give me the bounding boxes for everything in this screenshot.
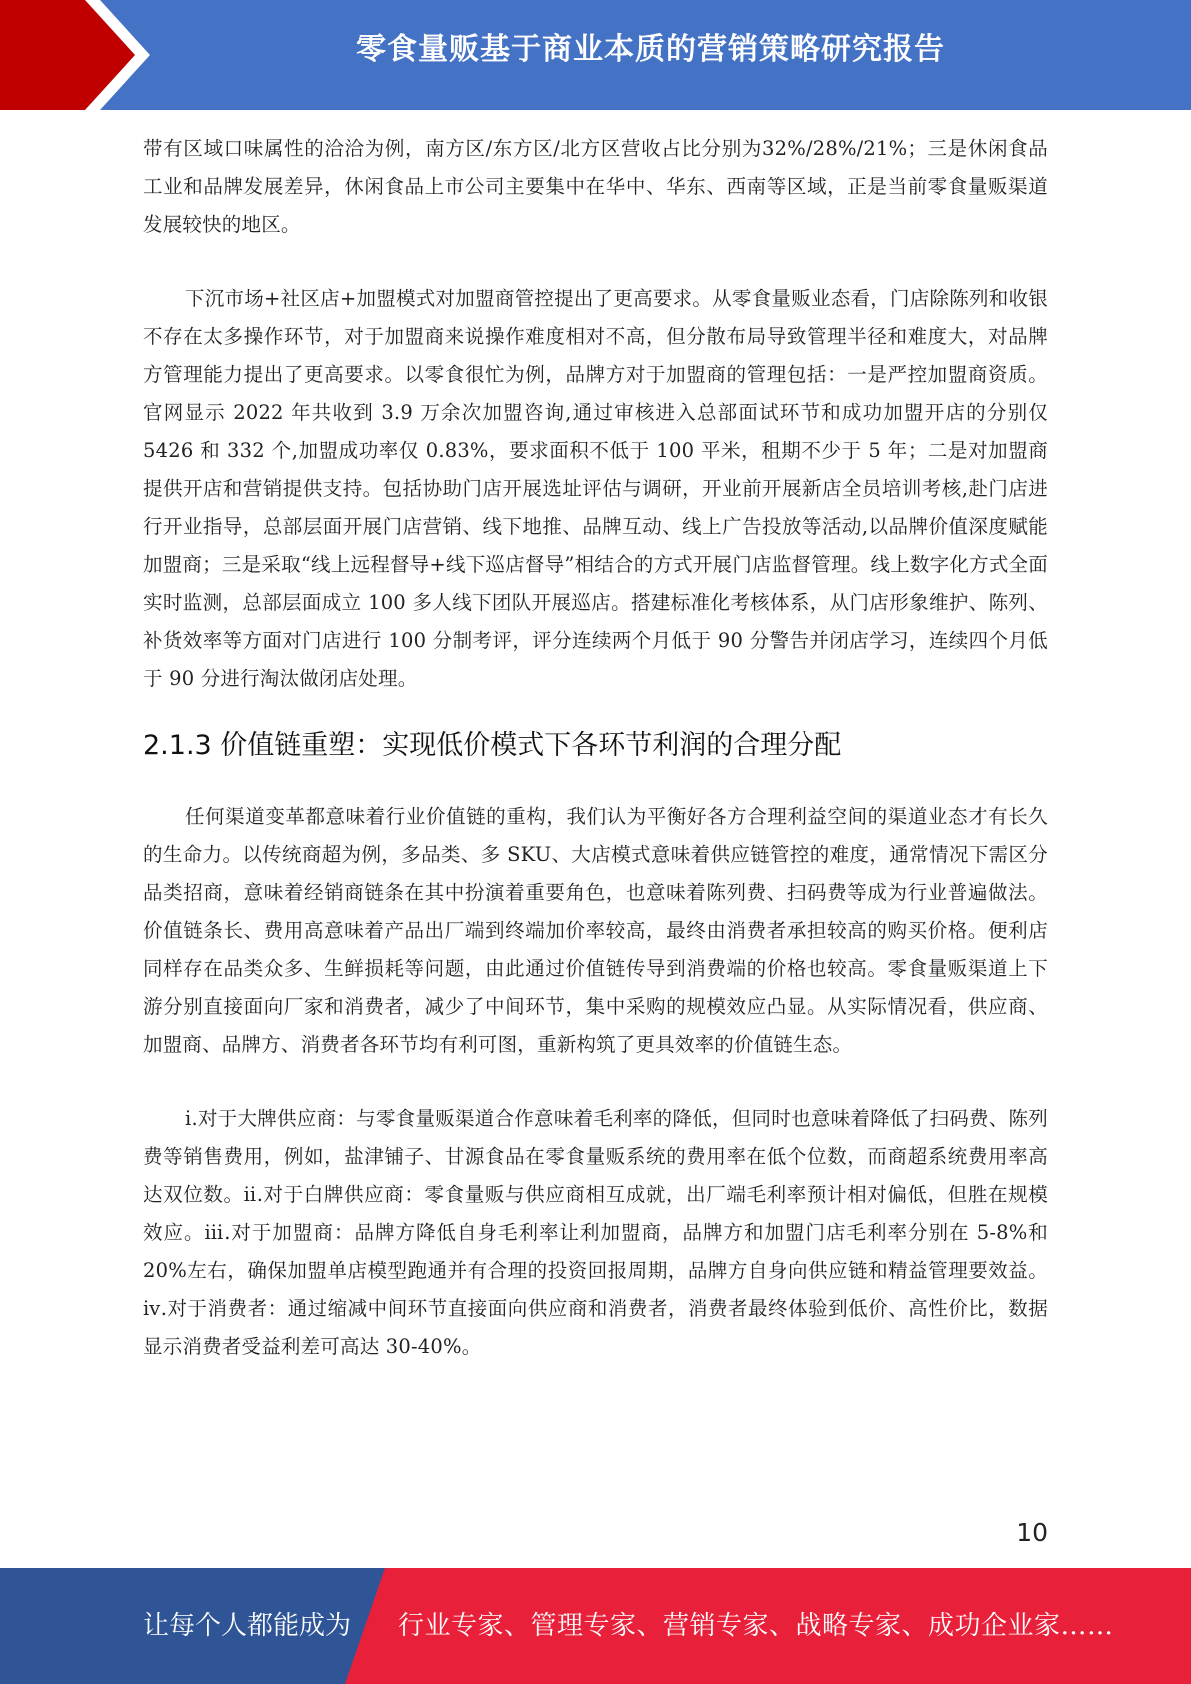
paragraph-3: 任何渠道变革都意味着行业价值链的重构，我们认为平衡好各方合理利益空间的渠道业态才有长久的生命力。以传统商超为例，多品类、多 SKU、大店模式意味着供应链管控的难度，通常情况下需区分品类招商，意味着经销商链条在其中扮演着重要角色，也意味着陈列费、扫码费等成为行业普遍做法。价值链条长、费用高意味着产品出厂端到终端加价率较高，最终由消费者承担较高的购买价格。便利店同样存在品类众多、生鲜损耗等问题，由此通过价值链传导到消费端的价格也较高。零食量贩渠道上下游分别直接面向厂家和消费者，减少了中间环节，集中采购的规模效应凸显。从实际情况看，供应商、加盟商、品牌方、消费者各环节均有利可图，重新构筑了更具效率的价值链生态。 <box>143 805 1048 1056</box>
footer-slogan-left: 让每个人都能成为 <box>143 1611 352 1641</box>
page-footer <box>0 1568 1191 1684</box>
footer-slogan-right: 行业专家、管理专家、营销专家、战略专家、成功企业家…… <box>398 1611 1114 1641</box>
paragraph-4: ⅰ.对于大牌供应商：与零食量贩渠道合作意味着毛利率的降低，但同时也意味着降低了扫码费、陈列费等销售费用，例如，盐津铺子、甘源食品在零食量贩系统的费用率在低个位数，而商超系统费用率高达双位数。ⅱ.对于白牌供应商：零食量贩与供应商相互成就，出厂端毛利率预计相对偏低，但胜在规模效应。ⅲ.对于加盟商：品牌方降低自身毛利率让利加盟商，品牌方和加盟门店毛利率分别在 5-8%和 20%左右，确保加盟单店模型跑通并有合理的投资回报周期，品牌方自身向供应链和精益管理要效益。ⅳ.对于消费者：通过缩减中间环节直接面向供应商和消费者，消费者最终体验到低价、高性价比，数据显示消费者受益利差可高达 30-40%。 <box>143 1107 1048 1358</box>
report-title: 零食量贩基于商业本质的营销策略研究报告 <box>356 32 945 67</box>
paragraph-1: 带有区域口味属性的洽洽为例，南方区/东方区/北方区营收占比分别为32%/28%/21%；三是休闲食品工业和品牌发展差异，休闲食品上市公司主要集中在华中、华东、西南等区域，正是当前零食量贩渠道发展较快的地区。 <box>143 137 1048 236</box>
paragraph-2: 下沉市场+社区店+加盟模式对加盟商管控提出了更高要求。从零食量贩业态看，门店除陈列和收银不存在太多操作环节，对于加盟商来说操作难度相对不高，但分散布局导致管理半径和难度大，对品牌方管理能力提出了更高要求。以零食很忙为例，品牌方对于加盟商的管理包括：一是严控加盟商资质。官网显示 2022 年共收到 3.9 万余次加盟咨询,通过审核进入总部面试环节和成功加盟开店的分别仅 5426 和 332 个,加盟成功率仅 0.83%，要求面积不低于 100 平米，租期不少于 5 年；二是对加盟商提供开店和营销提供支持。包括协助门店开展选址评估与调研，开业前开展新店全员培训考核,赴门店进行开业指导，总部层面开展门店营销、线下地推、品牌互动、线上广告投放等活动,以品牌价值深度赋能加盟商；三是采取“线上远程督导+线下巡店督导”相结合的方式开展门店监督管理。线上数字化方式全面实时监测，总部层面成立 100 多人线下团队开展巡店。搭建标准化考核体系，从门店形象维护、陈列、补货效率等方面对门店进行 100 分制考评，评分连续两个月低于 90 分警告并闭店学习，连续四个月低于 90 分进行淘汰做闭店处理。 <box>143 287 1048 690</box>
section-heading: 2.1.3 价值链重塑：实现低价模式下各环节利润的合理分配 <box>143 730 842 761</box>
page-header <box>0 0 1191 110</box>
page-number: 10 <box>1016 1518 1048 1547</box>
page-content <box>143 130 1048 1366</box>
